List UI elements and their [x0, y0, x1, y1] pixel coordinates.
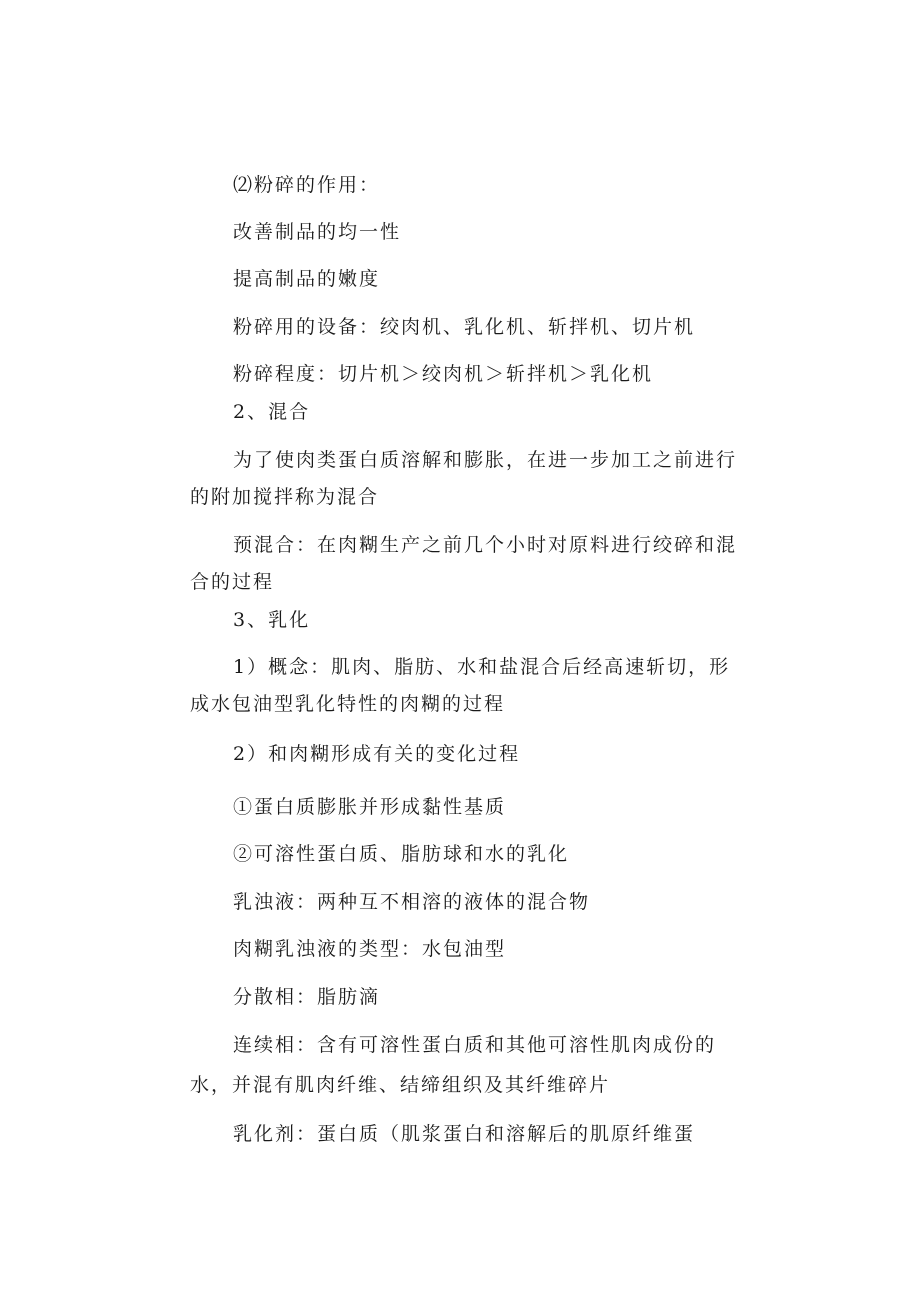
text-line: 为了使肉类蛋白质溶解和膨胀，在进一步加工之前进行 [233, 449, 738, 471]
section-heading: 3、乳化 [233, 609, 311, 631]
text-line: 1）概念：肌肉、脂肪、水和盐混合后经高速斩切，形 [233, 656, 731, 678]
text-line: 成水包油型乳化特性的肉糊的过程 [190, 693, 506, 715]
text-line: ⑵粉碎的作用： [233, 174, 381, 196]
text-line: 肉糊乳浊液的类型：水包油型 [233, 938, 507, 960]
text-line: 的附加搅拌称为混合 [190, 486, 380, 508]
text-line: ②可溶性蛋白质、脂肪球和水的乳化 [233, 843, 570, 865]
text-line: 合的过程 [190, 571, 275, 593]
text-line: 粉碎用的设备：绞肉机、乳化机、斩拌机、切片机 [233, 316, 696, 338]
text-line: 分散相：脂肪滴 [233, 986, 381, 1008]
text-line: 乳化剂：蛋白质（肌浆蛋白和溶解后的肌原纤维蛋 [233, 1123, 696, 1145]
text-line: ①蛋白质膨胀并形成黏性基质 [233, 796, 507, 818]
text-line: 提高制品的嫩度 [233, 268, 381, 290]
text-line: 水，并混有肌肉纤维、结缔组织及其纤维碎片 [190, 1074, 611, 1096]
text-line: 粉碎程度：切片机＞绞肉机＞斩拌机＞乳化机 [233, 363, 654, 385]
text-line: 预混合：在肉糊生产之前几个小时对原料进行绞碎和混 [233, 534, 738, 556]
text-line: 乳浊液：两种互不相溶的液体的混合物 [233, 891, 591, 913]
text-line: 2）和肉糊形成有关的变化过程 [233, 743, 521, 765]
section-heading: 2、混合 [233, 401, 311, 423]
text-line: 连续相：含有可溶性蛋白质和其他可溶性肌肉成份的 [233, 1034, 717, 1056]
text-line: 改善制品的均一性 [233, 221, 402, 243]
